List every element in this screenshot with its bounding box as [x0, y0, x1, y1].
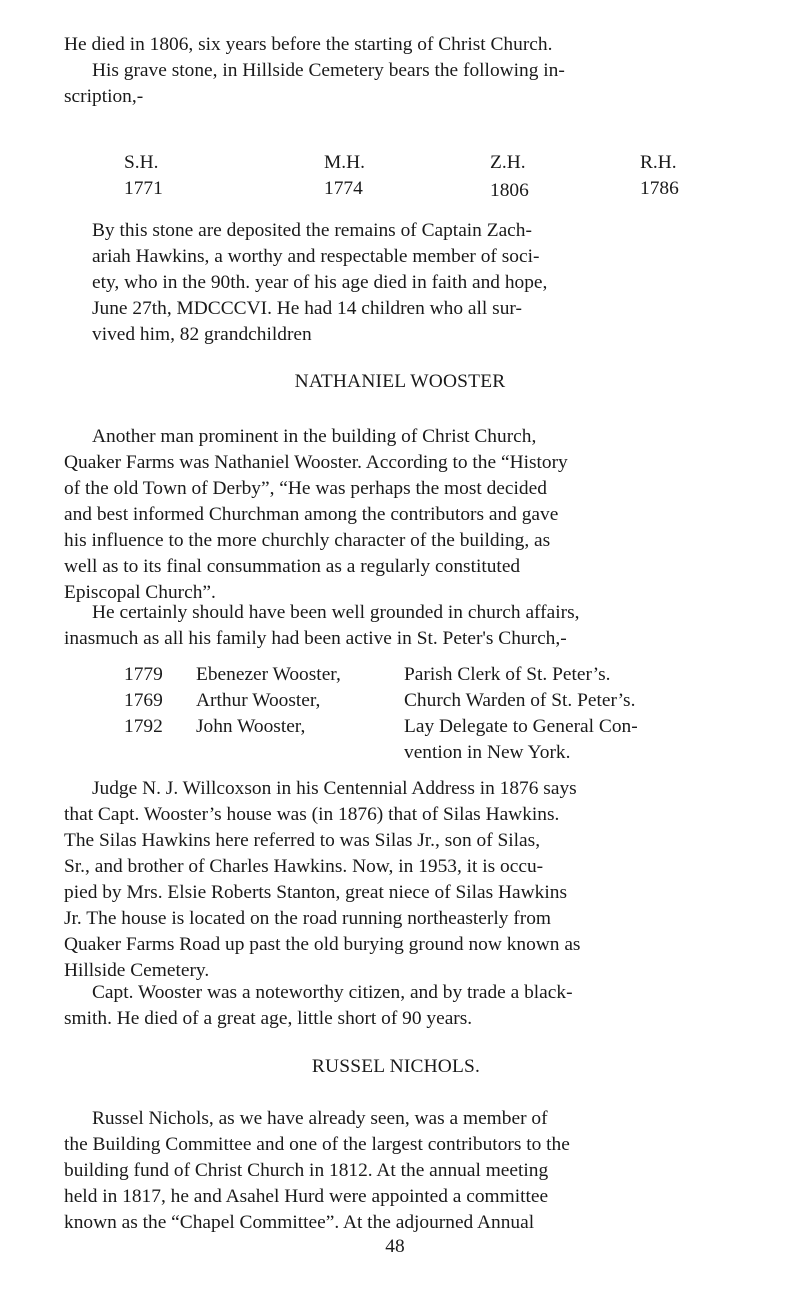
initials-year: 1771 [124, 178, 163, 199]
family-role: Parish Clerk of St. Peter’s. [404, 664, 611, 685]
family-year: 1792 [124, 716, 163, 737]
family-role: Church Warden of St. Peter’s. [404, 690, 636, 711]
text-line: Quaker Farms Road up past the old burying ground now known as [64, 934, 581, 955]
text-line: Episcopal Church”. [64, 582, 216, 603]
text-line: Another man prominent in the building of Christ Church, [92, 426, 537, 447]
text-line: June 27th, MDCCCVI. He had 14 children who all sur- [92, 298, 522, 319]
text-line: that Capt. Wooster’s house was (in 1876) that of Silas Hawkins. [64, 804, 560, 825]
page-number: 48 [385, 1236, 405, 1257]
text-line: Judge N. J. Willcoxson in his Centennial Address in 1876 says [92, 778, 577, 799]
text-line: his influence to the more churchly character of the building, as [64, 530, 551, 551]
section-heading-nathaniel-wooster: NATHANIEL WOOSTER [294, 371, 506, 392]
text-line: ety, who in the 90th. year of his age died in faith and hope, [92, 272, 548, 293]
initials-year: 1806 [490, 180, 529, 201]
initials-header: S.H. [124, 152, 159, 173]
section-heading-russel-nichols: RUSSEL NICHOLS. [311, 1056, 481, 1077]
text-line: scription,- [64, 86, 144, 107]
initials-year: 1774 [324, 178, 363, 199]
text-line: Quaker Farms was Nathaniel Wooster. According to the “History [64, 452, 568, 473]
text-line: well as to its final consummation as a regularly constituted [64, 556, 521, 577]
text-line: He died in 1806, six years before the starting of Christ Church. [64, 34, 553, 55]
text-line: and best informed Churchman among the contributors and gave [64, 504, 559, 525]
family-name: John Wooster, [196, 716, 306, 737]
initials-header: M.H. [324, 152, 365, 173]
text-line: pied by Mrs. Elsie Roberts Stanton, great niece of Silas Hawkins [64, 882, 567, 903]
text-line: known as the “Chapel Committee”. At the adjourned Annual [64, 1212, 535, 1233]
text-line: building fund of Christ Church in 1812. At the annual meeting [64, 1160, 549, 1181]
text-line: of the old Town of Derby”, “He was perhaps the most decided [64, 478, 547, 499]
text-line: Sr., and brother of Charles Hawkins. Now, in 1953, it is occu- [64, 856, 544, 877]
text-line: the Building Committee and one of the largest contributors to the [64, 1134, 570, 1155]
initials-header: R.H. [640, 152, 677, 173]
family-role: vention in New York. [404, 742, 571, 763]
text-line: His grave stone, in Hillside Cemetery bears the following in- [92, 60, 565, 81]
family-role: Lay Delegate to General Con- [404, 716, 638, 737]
text-line: vived him, 82 grandchildren [92, 324, 312, 345]
text-line: held in 1817, he and Asahel Hurd were appointed a committee [64, 1186, 549, 1207]
family-year: 1779 [124, 664, 163, 685]
text-line: Russel Nichols, as we have already seen, was a member of [92, 1108, 548, 1129]
initials-year: 1786 [640, 178, 679, 199]
family-year: 1769 [124, 690, 163, 711]
text-line: Hillside Cemetery. [64, 960, 210, 981]
family-name: Arthur Wooster, [196, 690, 321, 711]
text-line: The Silas Hawkins here referred to was Silas Jr., son of Silas, [64, 830, 541, 851]
family-list [0, 662, 800, 766]
text-line: inasmuch as all his family had been active in St. Peter's Church,- [64, 628, 567, 649]
family-name: Ebenezer Wooster, [196, 664, 341, 685]
text-line: ariah Hawkins, a worthy and respectable member of soci- [92, 246, 540, 267]
text-line: By this stone are deposited the remains of Captain Zach- [92, 220, 532, 241]
text-line: He certainly should have been well grounded in church affairs, [92, 602, 580, 623]
text-line: Capt. Wooster was a noteworthy citizen, and by trade a black- [92, 982, 573, 1003]
text-line: smith. He died of a great age, little short of 90 years. [64, 1008, 473, 1029]
text-line: Jr. The house is located on the road running northeasterly from [64, 908, 551, 929]
initials-header: Z.H. [490, 152, 526, 173]
initials-table [0, 150, 800, 202]
